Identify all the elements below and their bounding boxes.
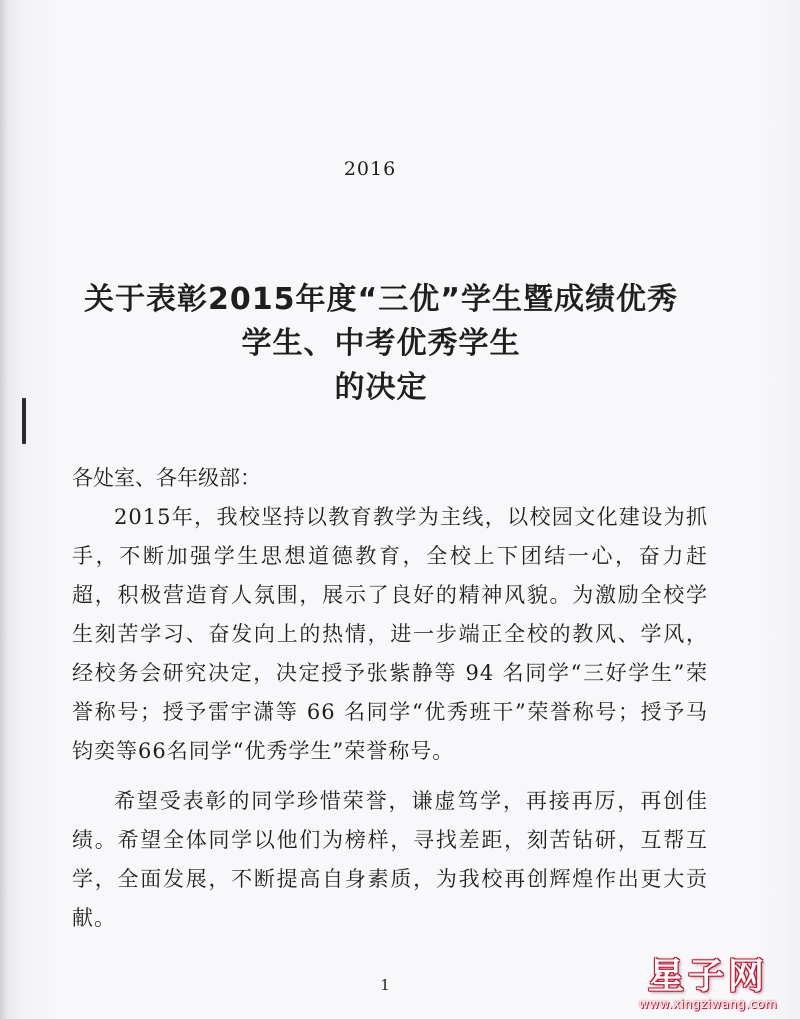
watermark-logo: 星子网 (647, 956, 768, 997)
body-paragraph-2 (72, 782, 708, 938)
watermark-url: www.xingziwang.com (638, 997, 778, 1011)
paragraph-text: 希望受表彰的同学珍惜荣誉，谦虚笃学，再接再厉，再创佳绩。希望全体同学以他们为榜样，寻找差距，刻苦钻研，互帮互学，全面发展，不断提高自身素质，为我校再创辉煌作出更大贡献。 (72, 789, 708, 930)
staple-mark (22, 398, 26, 444)
header-year: 2016 (343, 158, 397, 180)
paragraph-text: 2015年，我校坚持以教育教学为主线，以校园文化建设为抓手，不断加强学生思想道德教育，全校上下团结一心，奋力赶超，积极营造育人氛围，展示了良好的精神风貌。为激励全校学生刻苦学习、奋发向上的热情，进一步端正全校的教风、学风，经校务会研究决定，决定授予张紫静等 94 名同学“三好学生”荣誉称号；授予雷宇潇等 66 名同学“优秀班干”荣誉称号；授予马钧奕等66名同学“优秀学生”荣誉称号。 (72, 505, 708, 763)
document-title (36, 278, 726, 410)
page-number: 1 (380, 976, 390, 994)
title-line-2: 学生、中考优秀学生 (241, 326, 521, 361)
title-line-3: 的决定 (334, 370, 428, 405)
salutation: 各处室、各年级部： (72, 466, 261, 490)
page-edge-shadow (0, 0, 8, 1019)
title-line-1: 关于表彰2015年度“三优”学生暨成绩优秀 (84, 282, 678, 317)
body-paragraph-1 (72, 498, 708, 771)
site-watermark (628, 957, 788, 1011)
